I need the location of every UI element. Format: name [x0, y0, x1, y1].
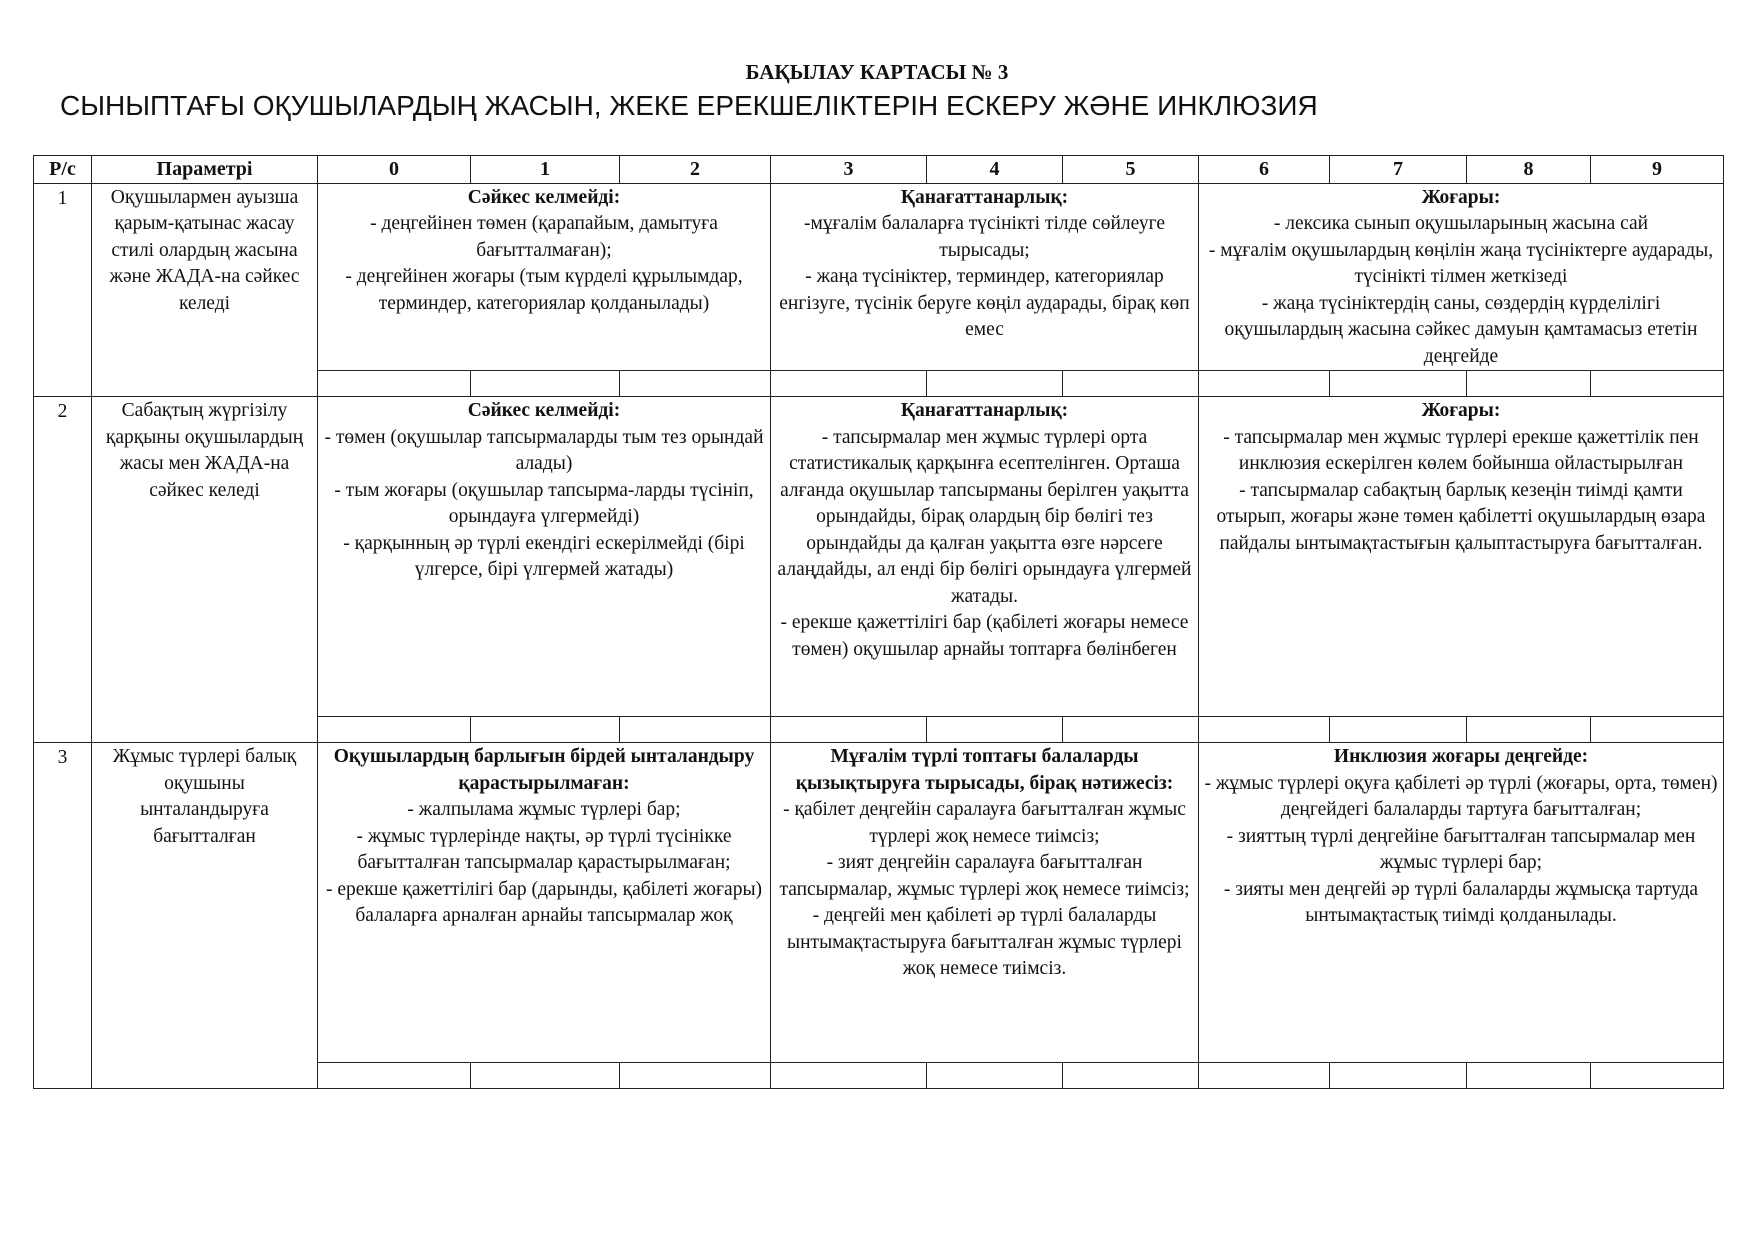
header-score-2: 2 [620, 156, 771, 184]
score-cell-8[interactable] [1467, 1063, 1591, 1089]
criteria-heading: Сәйкес келмейді: [467, 186, 621, 208]
score-cell-3[interactable] [771, 371, 927, 397]
score-cell-2[interactable] [620, 1063, 771, 1089]
header-score-3: 3 [771, 156, 927, 184]
parameter-cell: Сабақтың жүргізілу қарқыны оқушылардың жасы мен ЖАДА-на сәйкес келеді [92, 397, 318, 743]
row-number: 3 [34, 743, 92, 1089]
score-cell-6[interactable] [1199, 1063, 1330, 1089]
header-row [34, 156, 1724, 184]
criteria-line: - қарқынның әр түрлі екендігі ескерілмейді (бірі үлгерсе, бірі үлгермей жатады) [343, 532, 745, 580]
criteria-low [318, 397, 771, 717]
score-cell-3[interactable] [771, 717, 927, 743]
header-score-6: 6 [1199, 156, 1330, 184]
criteria-high [1199, 183, 1724, 371]
criteria-high [1199, 743, 1724, 1063]
score-cell-7[interactable] [1330, 717, 1467, 743]
criteria-line: - ерекше қажеттілігі бар (дарынды, қабілеті жоғары) балаларға арналған арнайы тапсырмалар жоқ [325, 878, 763, 926]
header-score-0: 0 [318, 156, 471, 184]
criteria-heading: Жоғары: [1421, 186, 1501, 208]
score-cell-6[interactable] [1199, 371, 1330, 397]
criteria-low [318, 743, 771, 1063]
criteria-mid [771, 743, 1199, 1063]
criteria-line: - тапсырмалар сабақтың барлық кезеңін тиімді қамти отырып, жоғары және төмен қабілетті оқушылардың өзара пайдалы ынтымақтастығын қалыптастыруға бағытталған. [1216, 479, 1706, 554]
criteria-line: - төмен (оқушылар тапсырмаларды тым тез орындай алады) [324, 426, 764, 474]
criteria-line: - жаңа түсініктердің саны, сөздердің күрделілігі оқушылардың жасына сәйкес дамуын қамтамасыз ететін деңгейде [1224, 292, 1698, 367]
criteria-line: - деңгейінен жоғары (тым күрделі құрылымдар, терминдер, категориялар қолданылады) [345, 266, 743, 314]
header-score-8: 8 [1467, 156, 1591, 184]
score-cell-7[interactable] [1330, 371, 1467, 397]
header-param: Параметрі [92, 156, 318, 184]
score-cell-0[interactable] [318, 717, 471, 743]
score-cell-5[interactable] [1063, 371, 1199, 397]
score-cell-4[interactable] [927, 717, 1063, 743]
score-cell-4[interactable] [927, 1063, 1063, 1089]
table-row [34, 397, 1724, 717]
parameter-cell: Жұмыс түрлері балық оқушыны ынталандыруға бағытталған [92, 743, 318, 1089]
criteria-heading: Қанағаттанарлық: [900, 400, 1069, 421]
criteria-line: - зияттың түрлі деңгейіне бағытталған тапсырмалар мен жұмыс түрлері бар; [1226, 825, 1696, 873]
score-cell-1[interactable] [471, 717, 620, 743]
criteria-line: - деңгейінен төмен (қарапайым, дамытуға бағытталмаған); [370, 213, 718, 261]
criteria-heading: Мұғалім түрлі топтағы балаларды қызықтыруға тырысады, бірақ нәтижесіз: [795, 746, 1174, 794]
header-score-1: 1 [471, 156, 620, 184]
score-cell-9[interactable] [1591, 371, 1724, 397]
header-score-5: 5 [1063, 156, 1199, 184]
criteria-line: - жұмыс түрлерінде нақты, әр түрлі түсінікке бағытталған тапсырмалар қарастырылмаған; [356, 825, 732, 873]
criteria-line: - жалпылама жұмыс түрлері бар; [407, 799, 681, 820]
row-number: 1 [34, 183, 92, 397]
criteria-line: - жаңа түсініктер, терминдер, категориялар енгізуге, түсінік беруге көңіл аударады, бірақ көп емес [779, 266, 1190, 340]
score-cell-5[interactable] [1063, 1063, 1199, 1089]
score-cell-5[interactable] [1063, 717, 1199, 743]
score-cell-9[interactable] [1591, 717, 1724, 743]
criteria-line: - ерекше қажеттілігі бар (қабілеті жоғары немесе төмен) оқушылар арнайы топтарға бөлінбеген [780, 612, 1189, 660]
criteria-high [1199, 397, 1724, 717]
criteria-line: - деңгейі мен қабілеті әр түрлі балаларды ынтымақтастыруға бағытталған жұмыс түрлері жоқ немесе тиімсіз. [787, 905, 1182, 979]
criteria-line: - қабілет деңгейін саралауға бағытталған жұмыс түрлері жоқ немесе тиімсіз; [783, 799, 1186, 847]
table-row [34, 743, 1724, 1063]
criteria-line: - мұғалім оқушылардың көңілін жаңа түсініктерге аударады, түсінікті тілмен жеткізеді [1208, 239, 1714, 287]
score-cell-9[interactable] [1591, 1063, 1724, 1089]
score-cell-2[interactable] [620, 371, 771, 397]
score-cell-3[interactable] [771, 1063, 927, 1089]
score-cell-8[interactable] [1467, 717, 1591, 743]
document-title: БАҚЫЛАУ КАРТАСЫ № 3 [745, 60, 1009, 84]
score-cell-6[interactable] [1199, 717, 1330, 743]
score-cell-2[interactable] [620, 717, 771, 743]
criteria-mid [771, 183, 1199, 371]
criteria-line: - лексика сынып оқушыларының жасына сай [1273, 213, 1649, 234]
table-row [34, 183, 1724, 371]
score-cell-1[interactable] [471, 1063, 620, 1089]
header-score-7: 7 [1330, 156, 1467, 184]
criteria-low [318, 183, 771, 371]
score-cell-0[interactable] [318, 371, 471, 397]
header-num: Р/с [34, 156, 92, 184]
criteria-line: - жұмыс түрлері оқуға қабілеті әр түрлі (жоғары, орта, төмен) деңгейдегі балаларды тартуға бағытталған; [1204, 772, 1718, 820]
score-cell-4[interactable] [927, 371, 1063, 397]
score-cell-7[interactable] [1330, 1063, 1467, 1089]
score-cell-8[interactable] [1467, 371, 1591, 397]
criteria-heading: Сәйкес келмейді: [467, 400, 621, 421]
header-score-9: 9 [1591, 156, 1724, 184]
criteria-line: - тым жоғары (оқушылар тапсырма-ларды түсініп, орындауға үлгермейді) [334, 479, 754, 527]
criteria-line: - тапсырмалар мен жұмыс түрлері ерекше қажеттілік пен инклюзия ескерілген көлем бойынша ойластырылған [1223, 426, 1699, 474]
criteria-line: -мұғалім балаларға түсінікті тілде сөйлеуге тырысады; [804, 213, 1165, 261]
header-score-4: 4 [927, 156, 1063, 184]
score-cell-0[interactable] [318, 1063, 471, 1089]
criteria-mid [771, 397, 1199, 717]
row-number: 2 [34, 397, 92, 743]
document-subtitle: СЫНЫПТАҒЫ ОҚУШЫЛАРДЫҢ ЖАСЫН, ЖЕКЕ ЕРЕКШЕЛІКТЕРІН ЕСКЕРУ ЖӘНЕ ИНКЛЮЗИЯ [60, 90, 1318, 121]
criteria-heading: Инклюзия жоғары деңгейде: [1333, 746, 1589, 767]
criteria-line: - тапсырмалар мен жұмыс түрлері орта статистикалық қарқынға есептелінген. Орташа алғанда оқушылар тапсырманы берілген уақытта орындайды, бірақ олардың бір бөлігі тез орындайды да қалған уақытта өзге нәрсеге алаңдайды, ал енді бір бөлігі орындауға үлгермей жатады. [777, 426, 1192, 607]
criteria-heading: Жоғары: [1421, 400, 1501, 421]
criteria-heading: Қанағаттанарлық: [900, 186, 1069, 208]
observation-table [33, 155, 1724, 1089]
criteria-heading: Оқушылардың барлығын бірдей ынталандыру қарастырылмаған: [333, 746, 755, 794]
criteria-line: - зият деңгейін саралауға бағытталған тапсырмалар, жұмыс түрлері жоқ немесе тиімсіз; [779, 852, 1190, 900]
criteria-line: - зияты мен деңгейі әр түрлі балаларды жұмысқа тартуда ынтымақтастық тиімді қолданылады. [1223, 878, 1699, 926]
parameter-cell: Оқушылармен ауызша қарым-қатынас жасау стилі олардың жасына және ЖАДА-на сәйкес келеді [92, 183, 318, 397]
score-cell-1[interactable] [471, 371, 620, 397]
